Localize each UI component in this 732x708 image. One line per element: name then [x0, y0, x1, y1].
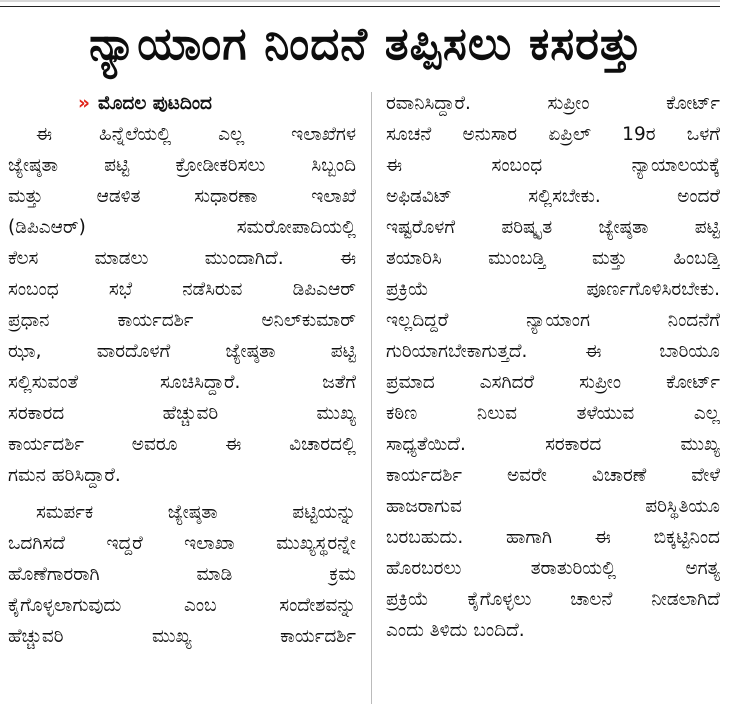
left-line: ಸಂಬಂಧ ಸಭೆ ನಡೆಸಿರುವ ಡಿಪಿಎಆರ್	[8, 279, 356, 300]
right-line: ಹೊರಬರಲು ತರಾತುರಿಯಲ್ಲಿ ಅಗತ್ಯ	[386, 558, 720, 579]
left-line: ಹೊಣೆಗಾರರಾಗಿ ಮಾಡಿ ಕ್ರಮ	[8, 564, 356, 585]
top-rule	[0, 0, 720, 7]
left-line: ಪ್ರಧಾನ ಕಾರ್ಯದರ್ಶಿ ಅನಿಲ್‌ಕುಮಾರ್	[8, 310, 356, 331]
right-line: ಇಲ್ಲದಿದ್ದರೆ ನ್ಯಾಯಾಂಗ ನಿಂದನೆಗೆ	[386, 310, 720, 331]
left-line: ಕೈಗೊಳ್ಳಲಾಗುವುದು ಎಂಬ ಸಂದೇಶವನ್ನು	[8, 595, 356, 616]
right-line: ರವಾನಿಸಿದ್ದಾರೆ. ಸುಪ್ರೀಂ ಕೋರ್ಟ್	[386, 93, 720, 114]
right-line: ಸೂಚನೆ ಅನುಸಾರ ಏಪ್ರಿಲ್ 19ರ ಒಳಗೆ	[386, 124, 720, 145]
right-column	[386, 88, 720, 646]
chevron-right-icon: »	[78, 93, 90, 114]
right-line: ಅಫಿಡವಿಟ್ ಸಲ್ಲಿಸಬೇಕು. ಅಂದರೆ	[386, 186, 720, 207]
column-divider	[371, 92, 372, 704]
right-line: ಬರಬಹುದು. ಹಾಗಾಗಿ ಈ ಬಿಕ್ಕಟ್ಟಿನಿಂದ	[386, 527, 720, 548]
right-line: ಎಂದು ತಿಳಿದು ಬಂದಿದೆ.	[386, 620, 525, 641]
headline: ನ್ಯಾಯಾಂಗ ನಿಂದನೆ ತಪ್ಪಿಸಲು ಕಸರತ್ತು	[89, 17, 643, 70]
left-line: ಕಾರ್ಯದರ್ಶಿ ಅವರೂ ಈ ವಿಚಾರದಲ್ಲಿ	[8, 434, 356, 455]
left-line: ಈ ಹಿನ್ನೆಲೆಯಲ್ಲಿ ಎಲ್ಲ ಇಲಾಖೆಗಳ	[36, 124, 356, 145]
left-column	[8, 88, 356, 652]
right-line: ಸಾಧ್ಯತೆಯಿದೆ. ಸರಕಾರದ ಮುಖ್ಯ	[386, 434, 720, 455]
left-line: ಸರಕಾರದ ಹೆಚ್ಚುವರಿ ಮುಖ್ಯ	[8, 403, 356, 424]
left-line: ಸಮರ್ಪಕ ಜ್ಯೇಷ್ಠತಾ ಪಟ್ಟಿಯನ್ನು	[36, 502, 356, 523]
right-line: ಪ್ರಮಾದ ಎಸಗಿದರೆ ಸುಪ್ರೀಂ ಕೋರ್ಟ್	[386, 372, 720, 393]
left-line: ಜ್ಯೇಷ್ಠತಾ ಪಟ್ಟಿ ಕ್ರೋಡೀಕರಿಸಲು ಸಿಬ್ಬಂದಿ	[8, 155, 356, 176]
continued-from-label	[8, 88, 356, 119]
right-line: ಕಾರ್ಯದರ್ಶಿ ಅವರೇ ವಿಚಾರಣೆ ವೇಳೆ	[386, 465, 720, 486]
left-line: ಒದಗಿಸದೆ ಇದ್ದರೆ ಇಲಾಖಾ ಮುಖ್ಯಸ್ಥರನ್ನೇ	[8, 533, 356, 554]
left-line: ಝಾ, ವಾರದೊಳಗೆ ಜ್ಯೇಷ್ಠತಾ ಪಟ್ಟಿ	[8, 341, 356, 362]
left-line: ಮತ್ತು ಆಡಳಿತ ಸುಧಾರಣಾ ಇಲಾಖೆ	[8, 186, 356, 207]
continued-from-text: ಮೊದಲ ಪುಟದಿಂದ	[97, 93, 212, 114]
left-line: ಗಮನ ಹರಿಸಿದ್ದಾರೆ.	[8, 465, 121, 486]
left-line: ಹೆಚ್ಚುವರಿ ಮುಖ್ಯ ಕಾರ್ಯದರ್ಶಿ	[8, 626, 356, 647]
left-line: (ಡಿಪಿಎಆರ್) ಸಮರೋಪಾದಿಯಲ್ಲಿ	[8, 217, 356, 238]
right-line: ಪ್ರಕ್ರಿಯೆ ಪೂರ್ಣಗೊಳಿಸಿರಬೇಕು.	[386, 279, 720, 300]
right-line: ಪ್ರಕ್ರಿಯೆ ಕೈಗೊಳ್ಳಲು ಚಾಲನೆ ನೀಡಲಾಗಿದೆ	[386, 589, 720, 610]
right-line: ಹಾಜರಾಗುವ ಪರಿಸ್ಥಿತಿಯೂ	[386, 496, 720, 517]
right-line: ಇಷ್ಟರೊಳಗೆ ಪರಿಷ್ಕೃತ ಜ್ಯೇಷ್ಠತಾ ಪಟ್ಟಿ	[386, 217, 720, 238]
right-line: ಈ ಸಂಬಂಧ ನ್ಯಾಯಾಲಯಕ್ಕೆ	[386, 155, 720, 176]
left-line: ಕೆಲಸ ಮಾಡಲು ಮುಂದಾಗಿದೆ. ಈ	[8, 248, 356, 269]
right-line: ಗುರಿಯಾಗಬೇಕಾಗುತ್ತದೆ. ಈ ಬಾರಿಯೂ	[386, 341, 720, 362]
right-line: ತಯಾರಿಸಿ ಮುಂಬಡ್ತಿ ಮತ್ತು ಹಿಂಬಡ್ತಿ	[386, 248, 720, 269]
left-line: ಸಲ್ಲಿಸುವಂತೆ ಸೂಚಿಸಿದ್ದಾರೆ. ಜತೆಗೆ	[8, 372, 356, 393]
right-line: ಕಠಿಣ ನಿಲುವ ತಳೆಯುವ ಎಲ್ಲ	[386, 403, 720, 424]
